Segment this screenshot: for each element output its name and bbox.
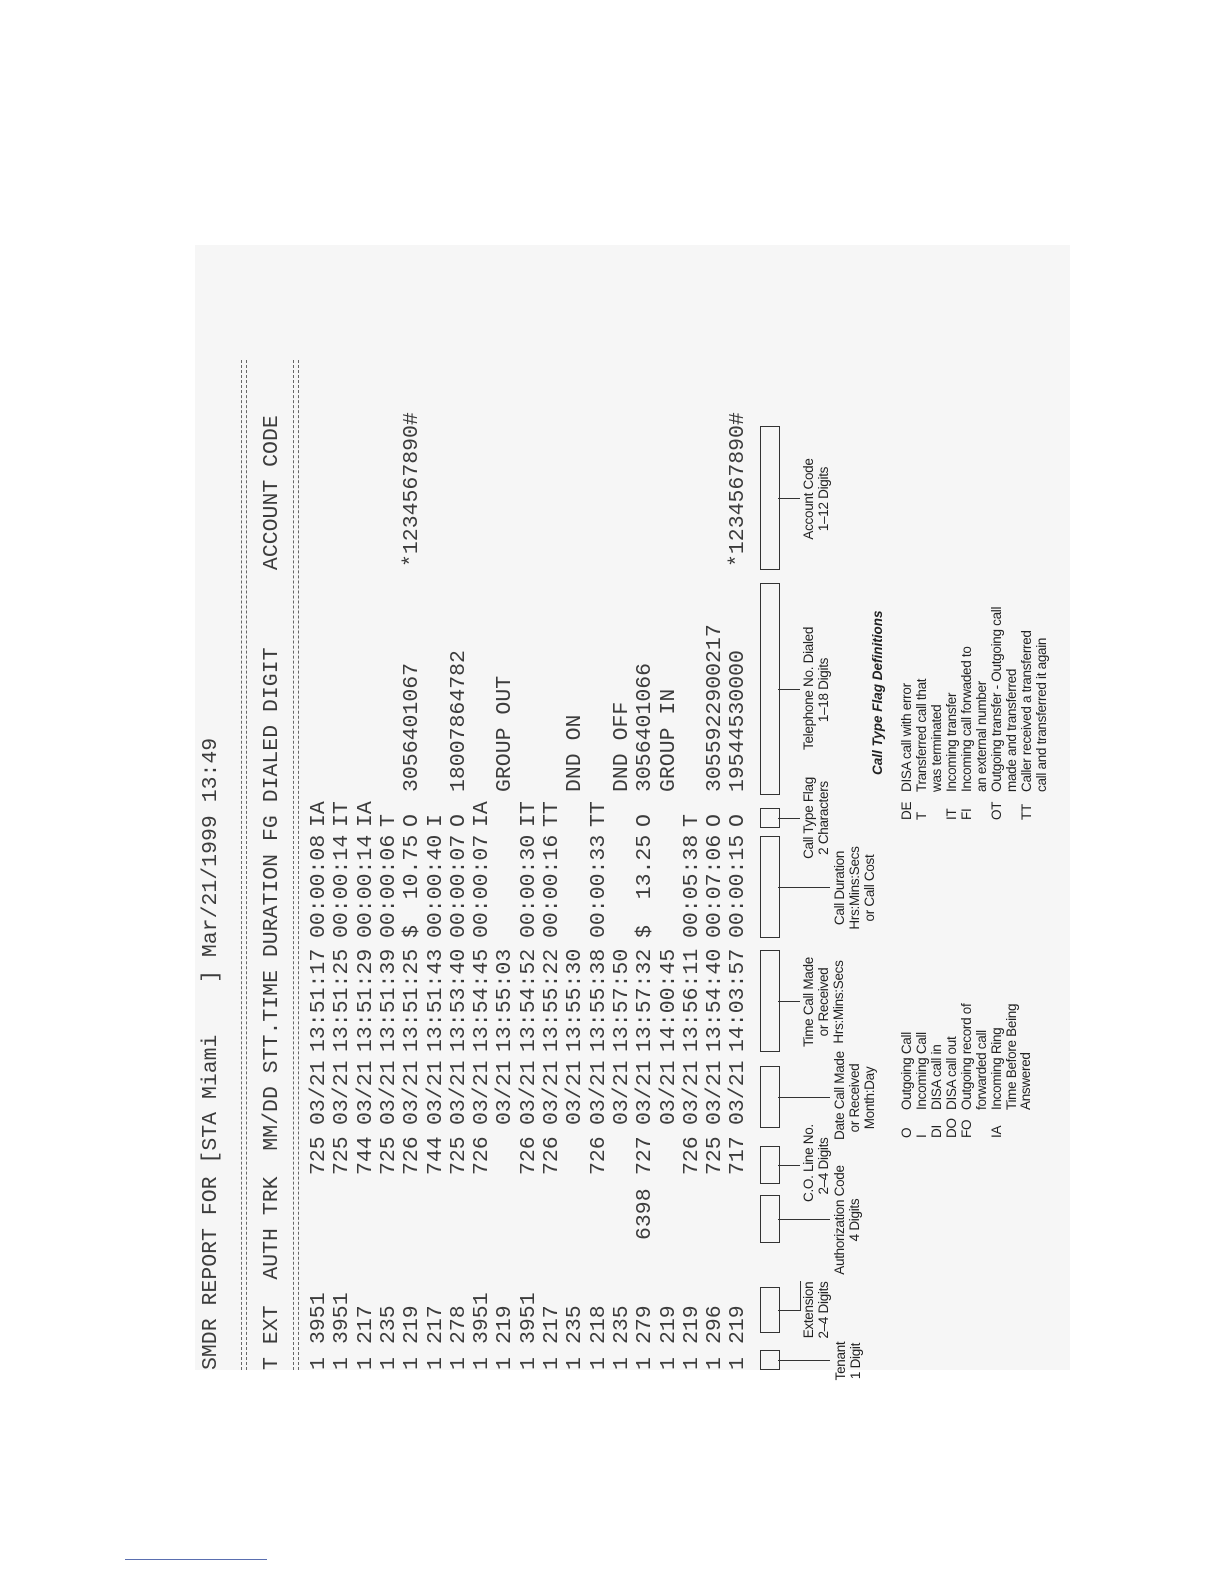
cell-dur: $ 13.25 (633, 834, 658, 938)
cell-t: 1 (516, 1357, 541, 1370)
cell-trk: 727 (633, 1136, 658, 1175)
tenant-label: Tenant 1 Digit (833, 1341, 863, 1381)
flag-code: FO (959, 1119, 974, 1138)
cell-acct: *1234567890# (726, 412, 751, 567)
cell-trk: 726 (586, 1136, 611, 1175)
definitions-title: Call Type Flag Definitions (870, 610, 885, 775)
cell-date: 03/21 (586, 1060, 611, 1125)
cell-t: 1 (446, 1357, 471, 1370)
cell-time: 13:51:43 (423, 948, 448, 1052)
cell-date: 03/21 (400, 1060, 425, 1125)
cell-ext: 3951 (516, 1292, 541, 1344)
cell-time: 13:54:40 (703, 948, 728, 1052)
cell-fg: O (400, 814, 425, 827)
cell-trk: 717 (726, 1136, 751, 1175)
cell-time: 13:55:30 (563, 948, 588, 1052)
header-rule-top (241, 360, 247, 1370)
cell-trk: 725 (330, 1136, 355, 1175)
cell-date: 03/21 (423, 1060, 448, 1125)
cell-ext: 219 (726, 1305, 751, 1344)
cell-fg: O (726, 814, 751, 827)
cell-time: 13:51:17 (307, 948, 331, 1052)
cell-date: 03/21 (330, 1060, 355, 1125)
flag-code: T (914, 812, 929, 820)
duration-label: Call Duration Hrs:Mins:Secs or Call Cost (832, 846, 877, 930)
cell-ext: 3951 (330, 1292, 355, 1344)
cell-time: 13:55:03 (493, 948, 518, 1052)
flag-description: Incoming transfer (944, 692, 959, 792)
header-rule-bottom (293, 360, 299, 1370)
cell-date: 03/21 (446, 1060, 471, 1125)
cell-fg: I (423, 814, 448, 827)
cell-dialed: 3056401066 (633, 662, 658, 792)
flag-code: TT (1019, 804, 1034, 820)
flag-description: Transferred call that was terminated (914, 678, 944, 792)
flag-code: I (914, 1134, 929, 1138)
co-line-bracket (760, 1146, 780, 1184)
cell-dur: 00:00:40 (423, 834, 448, 938)
report-title: SMDR REPORT FOR [STA Miami ] Mar/21/1999 13:49 (199, 737, 223, 1370)
cell-dur: 00:00:07 (446, 834, 471, 938)
flag-code: FI (959, 808, 974, 820)
cell-time: 13:55:38 (586, 948, 611, 1052)
cell-time: 13:57:50 (609, 948, 634, 1052)
cell-trk: 726 (516, 1136, 541, 1175)
cell-ext: 279 (633, 1305, 658, 1344)
cell-trk: 726 (679, 1136, 704, 1175)
cell-fg: IA (307, 801, 331, 827)
cell-trk: 725 (376, 1136, 401, 1175)
flag-description: Outgoing transfer - Outgoing call made and transferred (989, 606, 1019, 792)
cell-dur: $ 10.75 (400, 834, 425, 938)
cell-t: 1 (376, 1357, 401, 1370)
cell-dur: 00:05:38 (679, 834, 704, 938)
cell-date: 03/21 (353, 1060, 378, 1125)
cell-t: 1 (330, 1357, 355, 1370)
flag-bracket (760, 808, 780, 828)
cell-dur: 00:00:06 (376, 834, 401, 938)
cell-date: 03/21 (726, 1060, 751, 1125)
cell-ext: 296 (703, 1305, 728, 1344)
cell-trk: 725 (446, 1136, 471, 1175)
cell-ext: 217 (540, 1305, 564, 1344)
cell-time: 13:54:52 (516, 948, 541, 1052)
flag-code: IA (989, 1125, 1004, 1138)
cell-date: 03/21 (516, 1060, 541, 1125)
cell-ext: 3951 (470, 1292, 495, 1344)
cell-t: 1 (353, 1357, 378, 1370)
cell-fg: IA (353, 801, 378, 827)
cell-dur: 00:00:14 (330, 834, 355, 938)
flag-code: OT (989, 801, 1004, 820)
cell-dur: 00:00:33 (586, 834, 611, 938)
cell-t: 1 (423, 1357, 448, 1370)
cell-fg: IT (330, 801, 355, 827)
cell-time: 13:55:22 (540, 948, 564, 1052)
date-bracket (760, 1066, 780, 1128)
cell-trk: 744 (423, 1136, 448, 1175)
cell-auth: 6398 (633, 1188, 658, 1240)
cell-time: 13:51:25 (400, 948, 425, 1052)
flag-code: DI (929, 1125, 944, 1138)
extension-bracket-line (778, 1310, 800, 1311)
flag-code: O (899, 1127, 914, 1138)
cell-time: 14:00:45 (656, 948, 681, 1052)
tenant-bracket (760, 1350, 780, 1370)
date-label: Date Call Made or Received Month:Day (832, 1051, 877, 1140)
cell-ext: 219 (656, 1305, 681, 1344)
cell-fg: T (679, 814, 704, 827)
cell-dialed: 3055922900217 (703, 624, 728, 792)
cell-fg: O (446, 814, 471, 827)
telephone-bracket (760, 583, 780, 795)
flag-code: DO (944, 1118, 959, 1138)
cell-dialed: 18007864782 (446, 650, 471, 792)
flag-bracket-line (778, 818, 800, 819)
cell-t: 1 (400, 1357, 425, 1370)
cell-dur: 00:00:07 (470, 834, 495, 938)
cell-fg: T (376, 814, 401, 827)
cell-ext: 278 (446, 1305, 471, 1344)
cell-acct: *1234567890# (400, 412, 425, 567)
cell-dialed: GROUP IN (656, 688, 681, 792)
cell-t: 1 (726, 1357, 751, 1370)
duration-bracket-line (778, 887, 830, 888)
account-bracket (760, 426, 780, 570)
cell-t: 1 (586, 1357, 611, 1370)
cell-time: 14:03:57 (726, 948, 751, 1052)
authorization-bracket-line (778, 1219, 830, 1220)
cell-ext: 219 (679, 1305, 704, 1344)
extension-label: Extension 2–4 Digits (801, 1281, 831, 1339)
authorization-label: Authorization Code 4 Digits (832, 1165, 862, 1275)
cell-dialed: DND OFF (609, 701, 634, 792)
cell-date: 03/21 (609, 1060, 634, 1125)
cell-time: 13:54:45 (470, 948, 495, 1052)
cell-trk: 725 (703, 1136, 728, 1175)
cell-trk: 726 (540, 1136, 564, 1175)
co-line-bracket-line (778, 1165, 800, 1166)
co-line-label: C.O. Line No. 2–4 Digits (801, 1124, 831, 1202)
cell-t: 1 (540, 1357, 564, 1370)
cell-trk: 744 (353, 1136, 378, 1175)
cell-trk: 726 (470, 1136, 495, 1175)
cell-dur: 00:00:16 (540, 834, 564, 938)
cell-dialed: GROUP OUT (493, 675, 518, 792)
cell-dur: 00:00:14 (353, 834, 378, 938)
telephone-bracket-line (778, 689, 800, 690)
time-bracket-line (778, 1001, 800, 1002)
cell-time: 13:51:25 (330, 948, 355, 1052)
cell-date: 03/21 (307, 1060, 331, 1125)
cell-t: 1 (633, 1357, 658, 1370)
tenant-bracket-line (778, 1360, 830, 1361)
flag-code: DE (899, 801, 914, 820)
cell-t: 1 (703, 1357, 728, 1370)
flag-description: DISA call out (944, 1036, 959, 1110)
flag-description: DISA call in (929, 1044, 944, 1110)
account-label: Account Code 1–12 Digits (801, 458, 831, 540)
flag-description: Incoming Call (914, 1032, 929, 1110)
extension-bracket (760, 1287, 780, 1333)
cell-ext: 3951 (307, 1292, 331, 1344)
cell-date: 03/21 (656, 1060, 681, 1125)
cell-ext: 235 (376, 1305, 401, 1344)
cell-ext: 219 (400, 1305, 425, 1344)
cell-t: 1 (307, 1357, 331, 1370)
time-bracket (760, 950, 780, 1052)
cell-ext: 235 (563, 1305, 588, 1344)
cell-fg: O (703, 814, 728, 827)
time-label: Time Call Made or Received Hrs:Mins:Secs (801, 957, 846, 1047)
cell-fg: TT (586, 801, 611, 827)
flag-description: Incoming call forwaded to an external number (959, 646, 989, 792)
authorization-bracket (760, 1195, 780, 1243)
cell-t: 1 (679, 1357, 704, 1370)
cell-t: 1 (470, 1357, 495, 1370)
cell-ext: 235 (609, 1305, 634, 1344)
flag-description: Outgoing record of forwarded call (959, 1003, 989, 1110)
flag-label: Call Type Flag 2 Characters (801, 777, 831, 859)
date-bracket-line (778, 1097, 830, 1098)
flag-code: IT (944, 808, 959, 820)
cell-trk: 725 (307, 1136, 331, 1175)
rotated-report-content (195, 245, 1070, 1381)
cell-trk: 726 (400, 1136, 425, 1175)
cell-time: 13:51:29 (353, 948, 378, 1052)
cell-fg: TT (540, 801, 564, 827)
cell-dur: 00:00:30 (516, 834, 541, 938)
report-column-header: T EXT AUTH TRK MM/DD STT.TIME DURATION FG DIALED DIGIT ACCOUNT CODE (260, 415, 284, 1370)
cell-ext: 219 (493, 1305, 518, 1344)
cell-fg: IA (470, 801, 495, 827)
cell-t: 1 (493, 1357, 518, 1370)
cell-date: 03/21 (493, 1060, 518, 1125)
flag-description: Incoming Ring Time Before Being Answered (989, 1003, 1033, 1110)
cell-dur: 00:00:08 (307, 834, 331, 938)
cell-date: 03/21 (633, 1060, 658, 1125)
flag-description: Caller received a transferred call and transferred it again (1019, 630, 1049, 792)
cell-ext: 218 (586, 1305, 611, 1344)
cell-fg: IT (516, 801, 541, 827)
cell-date: 03/21 (540, 1060, 564, 1125)
cell-dur: 00:07:06 (703, 834, 728, 938)
flag-description: Outgoing Call (899, 1032, 914, 1110)
cell-t: 1 (563, 1357, 588, 1370)
smdr-report-figure (195, 245, 1070, 1381)
cell-date: 03/21 (470, 1060, 495, 1125)
cell-date: 03/21 (563, 1060, 588, 1125)
account-bracket-line (778, 498, 800, 499)
cell-dialed: DND ON (563, 714, 588, 792)
cell-time: 13:56:11 (679, 948, 704, 1052)
cell-ext: 217 (353, 1305, 378, 1344)
cell-time: 13:51:39 (376, 948, 401, 1052)
cell-dialed: 3056401067 (400, 662, 425, 792)
cell-dialed: 19544530000 (726, 650, 751, 792)
cell-fg: O (633, 814, 658, 827)
duration-bracket (760, 836, 780, 938)
cell-date: 03/21 (376, 1060, 401, 1125)
flag-description: DISA call with error (899, 683, 914, 792)
cell-time: 13:53:40 (446, 948, 471, 1052)
cell-ext: 217 (423, 1305, 448, 1344)
cell-time: 13:57:32 (633, 948, 658, 1052)
footnote-separator (125, 1559, 267, 1560)
cell-dur: 00:00:15 (726, 834, 751, 938)
cell-t: 1 (656, 1357, 681, 1370)
cell-date: 03/21 (679, 1060, 704, 1125)
cell-date: 03/21 (703, 1060, 728, 1125)
cell-t: 1 (609, 1357, 634, 1370)
telephone-label: Telephone No. Dialed 1–18 Digits (801, 626, 831, 750)
